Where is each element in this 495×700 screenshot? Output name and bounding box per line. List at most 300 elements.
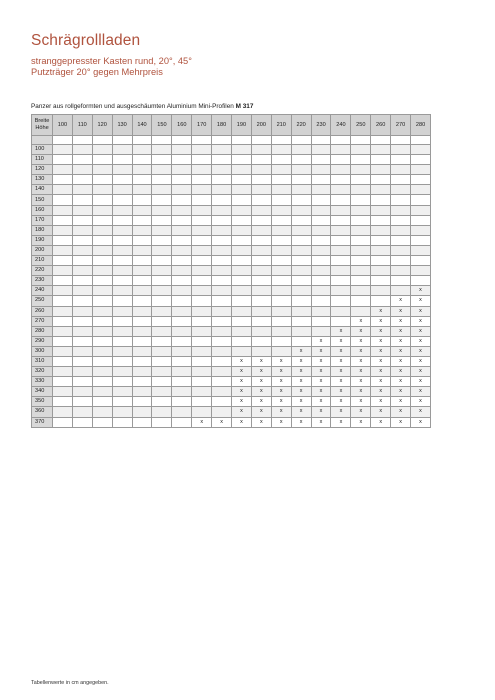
table-cell bbox=[371, 155, 391, 165]
table-cell bbox=[92, 185, 112, 195]
table-cell bbox=[53, 245, 73, 255]
table-cell bbox=[192, 296, 212, 306]
table-cell bbox=[192, 205, 212, 215]
table-cell: x bbox=[411, 377, 431, 387]
table-cell bbox=[53, 377, 73, 387]
table-cell bbox=[271, 266, 291, 276]
table-cell bbox=[72, 266, 92, 276]
table-cell bbox=[212, 346, 232, 356]
table-cell: x bbox=[391, 397, 411, 407]
table-cell bbox=[172, 296, 192, 306]
table-cell bbox=[271, 145, 291, 155]
spacer-cell bbox=[251, 136, 271, 145]
table-cell bbox=[212, 266, 232, 276]
table-cell bbox=[53, 276, 73, 286]
table-cell bbox=[331, 316, 351, 326]
table-cell bbox=[72, 175, 92, 185]
table-cell bbox=[351, 306, 371, 316]
table-cell bbox=[172, 387, 192, 397]
table-cell bbox=[251, 296, 271, 306]
table-cell bbox=[291, 165, 311, 175]
table-cell bbox=[251, 185, 271, 195]
table-cell bbox=[53, 185, 73, 195]
table-cell bbox=[391, 145, 411, 155]
row-height-label: 270 bbox=[32, 316, 53, 326]
table-cell bbox=[311, 195, 331, 205]
table-cell bbox=[371, 205, 391, 215]
table-cell bbox=[212, 256, 232, 266]
table-cell bbox=[172, 266, 192, 276]
table-cell bbox=[232, 316, 252, 326]
column-header: 100 bbox=[53, 115, 73, 136]
table-cell bbox=[92, 165, 112, 175]
table-cell: x bbox=[331, 346, 351, 356]
table-cell bbox=[132, 145, 152, 155]
table-cell bbox=[172, 377, 192, 387]
table-cell bbox=[92, 397, 112, 407]
table-cell bbox=[53, 306, 73, 316]
table-cell bbox=[112, 326, 132, 336]
table-cell bbox=[192, 175, 212, 185]
table-cell bbox=[192, 346, 212, 356]
table-cell bbox=[251, 316, 271, 326]
table-cell bbox=[311, 235, 331, 245]
table-cell bbox=[291, 215, 311, 225]
table-cell: x bbox=[391, 316, 411, 326]
table-cell bbox=[53, 417, 73, 427]
table-cell bbox=[291, 336, 311, 346]
table-cell bbox=[391, 266, 411, 276]
table-cell bbox=[192, 326, 212, 336]
table-cell bbox=[391, 276, 411, 286]
table-cell bbox=[192, 407, 212, 417]
table-cell bbox=[331, 185, 351, 195]
table-cell bbox=[232, 205, 252, 215]
table-row bbox=[32, 195, 431, 205]
table-cell bbox=[212, 286, 232, 296]
table-cell bbox=[391, 286, 411, 296]
table-cell bbox=[311, 286, 331, 296]
row-height-label: 370 bbox=[32, 417, 53, 427]
table-cell bbox=[152, 417, 172, 427]
corner-header bbox=[32, 115, 53, 136]
table-cell bbox=[371, 245, 391, 255]
table-cell: x bbox=[411, 316, 431, 326]
table-cell bbox=[251, 276, 271, 286]
table-cell bbox=[132, 155, 152, 165]
table-cell bbox=[371, 185, 391, 195]
table-cell bbox=[291, 316, 311, 326]
table-cell bbox=[92, 296, 112, 306]
table-cell: x bbox=[291, 397, 311, 407]
table-cell bbox=[92, 286, 112, 296]
table-cell bbox=[371, 175, 391, 185]
table-cell bbox=[172, 306, 192, 316]
table-cell bbox=[411, 215, 431, 225]
table-cell bbox=[271, 346, 291, 356]
table-cell bbox=[331, 195, 351, 205]
table-cell: x bbox=[311, 377, 331, 387]
spacer-cell bbox=[371, 136, 391, 145]
table-cell bbox=[311, 245, 331, 255]
table-cell bbox=[411, 225, 431, 235]
table-cell bbox=[251, 326, 271, 336]
table-cell bbox=[53, 326, 73, 336]
row-height-label: 340 bbox=[32, 387, 53, 397]
row-height-label: 320 bbox=[32, 367, 53, 377]
table-cell bbox=[251, 195, 271, 205]
spacer-cell bbox=[32, 136, 53, 145]
table-cell bbox=[152, 155, 172, 165]
spacer-cell bbox=[192, 136, 212, 145]
table-cell: x bbox=[411, 397, 431, 407]
table-cell bbox=[311, 185, 331, 195]
table-cell bbox=[391, 225, 411, 235]
table-cell bbox=[212, 397, 232, 407]
table-cell: x bbox=[271, 377, 291, 387]
table-cell bbox=[411, 165, 431, 175]
table-cell bbox=[72, 195, 92, 205]
table-cell bbox=[212, 215, 232, 225]
table-cell bbox=[411, 155, 431, 165]
table-cell bbox=[391, 205, 411, 215]
table-cell bbox=[53, 356, 73, 366]
table-cell bbox=[192, 155, 212, 165]
table-cell bbox=[232, 155, 252, 165]
column-header: 190 bbox=[232, 115, 252, 136]
table-cell bbox=[291, 205, 311, 215]
table-cell bbox=[172, 417, 192, 427]
table-cell: x bbox=[331, 326, 351, 336]
table-cell: x bbox=[391, 377, 411, 387]
table-cell bbox=[172, 245, 192, 255]
table-cell bbox=[371, 296, 391, 306]
table-cell bbox=[92, 276, 112, 286]
table-cell: x bbox=[351, 417, 371, 427]
table-cell bbox=[72, 145, 92, 155]
table-cell bbox=[172, 205, 192, 215]
table-cell bbox=[411, 195, 431, 205]
table-cell bbox=[72, 417, 92, 427]
table-cell bbox=[311, 165, 331, 175]
table-cell bbox=[391, 165, 411, 175]
table-cell bbox=[212, 235, 232, 245]
table-cell bbox=[132, 316, 152, 326]
table-cell bbox=[152, 215, 172, 225]
table-cell bbox=[72, 306, 92, 316]
table-cell bbox=[132, 367, 152, 377]
table-cell bbox=[112, 195, 132, 205]
table-cell bbox=[72, 155, 92, 165]
table-cell bbox=[311, 215, 331, 225]
table-cell bbox=[152, 286, 172, 296]
spacer-cell bbox=[291, 136, 311, 145]
table-cell bbox=[192, 356, 212, 366]
table-cell bbox=[251, 256, 271, 266]
table-cell bbox=[172, 165, 192, 175]
table-cell bbox=[232, 276, 252, 286]
table-cell bbox=[152, 195, 172, 205]
table-row bbox=[32, 155, 431, 165]
table-cell bbox=[92, 215, 112, 225]
caption-profile: M 317 bbox=[235, 103, 254, 110]
table-cell bbox=[92, 175, 112, 185]
table-cell bbox=[112, 377, 132, 387]
table-cell: x bbox=[371, 367, 391, 377]
table-cell bbox=[212, 225, 232, 235]
table-cell bbox=[232, 185, 252, 195]
table-cell bbox=[371, 276, 391, 286]
size-table bbox=[31, 114, 431, 428]
table-cell bbox=[72, 256, 92, 266]
table-cell bbox=[271, 296, 291, 306]
table-cell bbox=[92, 407, 112, 417]
table-cell bbox=[351, 165, 371, 175]
table-cell bbox=[251, 215, 271, 225]
table-cell bbox=[152, 165, 172, 175]
table-cell bbox=[371, 165, 391, 175]
column-header: 180 bbox=[212, 115, 232, 136]
table-cell bbox=[192, 195, 212, 205]
table-cell bbox=[391, 256, 411, 266]
table-cell bbox=[192, 286, 212, 296]
table-cell bbox=[172, 286, 192, 296]
column-header: 200 bbox=[251, 115, 271, 136]
table-cell bbox=[192, 387, 212, 397]
table-cell bbox=[371, 256, 391, 266]
table-cell bbox=[291, 256, 311, 266]
table-cell bbox=[371, 225, 391, 235]
table-cell bbox=[72, 276, 92, 286]
table-cell bbox=[311, 306, 331, 316]
table-cell bbox=[371, 286, 391, 296]
table-cell bbox=[291, 245, 311, 255]
table-cell bbox=[132, 165, 152, 175]
table-cell bbox=[192, 367, 212, 377]
table-cell: x bbox=[331, 407, 351, 417]
table-cell bbox=[311, 266, 331, 276]
table-cell bbox=[351, 266, 371, 276]
table-cell bbox=[232, 145, 252, 155]
table-cell: x bbox=[311, 387, 331, 397]
table-cell: x bbox=[411, 326, 431, 336]
table-cell bbox=[232, 346, 252, 356]
table-cell bbox=[172, 225, 192, 235]
table-cell bbox=[212, 387, 232, 397]
table-cell bbox=[411, 185, 431, 195]
table-cell bbox=[92, 387, 112, 397]
table-cell bbox=[371, 266, 391, 276]
table-cell bbox=[172, 195, 192, 205]
table-cell bbox=[53, 367, 73, 377]
table-cell: x bbox=[371, 326, 391, 336]
table-cell: x bbox=[351, 377, 371, 387]
spacer-cell bbox=[331, 136, 351, 145]
table-row bbox=[32, 276, 431, 286]
spacer-cell bbox=[53, 136, 73, 145]
row-height-label: 250 bbox=[32, 296, 53, 306]
table-cell: x bbox=[351, 397, 371, 407]
table-cell bbox=[371, 235, 391, 245]
table-cell bbox=[172, 356, 192, 366]
table-cell bbox=[232, 235, 252, 245]
table-cell: x bbox=[212, 417, 232, 427]
table-cell bbox=[112, 225, 132, 235]
table-cell bbox=[92, 326, 112, 336]
row-height-label: 360 bbox=[32, 407, 53, 417]
spacer-cell bbox=[271, 136, 291, 145]
table-cell: x bbox=[351, 336, 371, 346]
table-cell bbox=[212, 306, 232, 316]
table-cell: x bbox=[251, 387, 271, 397]
table-cell bbox=[291, 225, 311, 235]
column-header: 230 bbox=[311, 115, 331, 136]
table-cell bbox=[192, 397, 212, 407]
table-cell bbox=[232, 165, 252, 175]
table-cell bbox=[192, 316, 212, 326]
table-cell bbox=[152, 387, 172, 397]
table-cell bbox=[152, 175, 172, 185]
spacer-cell bbox=[172, 136, 192, 145]
table-cell bbox=[351, 215, 371, 225]
table-cell bbox=[411, 205, 431, 215]
table-cell bbox=[152, 316, 172, 326]
table-cell bbox=[72, 286, 92, 296]
table-cell bbox=[291, 306, 311, 316]
table-cell bbox=[172, 336, 192, 346]
table-cell bbox=[232, 326, 252, 336]
table-cell: x bbox=[391, 356, 411, 366]
table-cell: x bbox=[331, 397, 351, 407]
table-cell: x bbox=[371, 306, 391, 316]
table-cell: x bbox=[271, 387, 291, 397]
table-cell bbox=[72, 316, 92, 326]
table-cell bbox=[232, 256, 252, 266]
row-height-label: 140 bbox=[32, 185, 53, 195]
table-cell bbox=[351, 235, 371, 245]
table-cell bbox=[331, 235, 351, 245]
table-cell: x bbox=[411, 346, 431, 356]
table-cell bbox=[132, 306, 152, 316]
table-cell bbox=[53, 387, 73, 397]
table-cell bbox=[112, 256, 132, 266]
table-cell bbox=[132, 245, 152, 255]
table-cell bbox=[112, 316, 132, 326]
table-cell bbox=[271, 165, 291, 175]
table-row bbox=[32, 326, 431, 336]
row-height-label: 130 bbox=[32, 175, 53, 185]
table-cell bbox=[112, 276, 132, 286]
table-cell bbox=[351, 286, 371, 296]
table-cell bbox=[132, 326, 152, 336]
table-cell bbox=[152, 266, 172, 276]
table-row bbox=[32, 346, 431, 356]
row-height-label: 220 bbox=[32, 266, 53, 276]
table-cell bbox=[92, 225, 112, 235]
row-height-label: 120 bbox=[32, 165, 53, 175]
table-cell bbox=[271, 326, 291, 336]
table-cell bbox=[152, 407, 172, 417]
table-cell bbox=[212, 336, 232, 346]
table-cell bbox=[92, 155, 112, 165]
table-cell: x bbox=[251, 397, 271, 407]
spacer-row bbox=[32, 136, 431, 145]
table-cell: x bbox=[291, 407, 311, 417]
table-cell bbox=[72, 397, 92, 407]
table-cell: x bbox=[391, 387, 411, 397]
table-cell bbox=[132, 356, 152, 366]
table-cell bbox=[132, 407, 152, 417]
table-cell bbox=[331, 165, 351, 175]
table-cell bbox=[251, 306, 271, 316]
table-cell bbox=[172, 256, 192, 266]
table-cell: x bbox=[371, 377, 391, 387]
table-cell bbox=[411, 256, 431, 266]
table-cell bbox=[411, 266, 431, 276]
spacer-cell bbox=[232, 136, 252, 145]
table-cell: x bbox=[351, 407, 371, 417]
table-cell bbox=[132, 235, 152, 245]
table-row bbox=[32, 256, 431, 266]
column-header: 170 bbox=[192, 115, 212, 136]
table-cell: x bbox=[311, 417, 331, 427]
table-cell bbox=[72, 245, 92, 255]
table-cell bbox=[53, 175, 73, 185]
table-cell bbox=[212, 155, 232, 165]
table-cell bbox=[232, 245, 252, 255]
table-cell bbox=[212, 276, 232, 286]
column-header: 260 bbox=[371, 115, 391, 136]
table-cell bbox=[271, 215, 291, 225]
table-cell bbox=[212, 245, 232, 255]
table-cell bbox=[311, 276, 331, 286]
table-cell bbox=[72, 377, 92, 387]
table-cell bbox=[152, 377, 172, 387]
table-cell bbox=[112, 215, 132, 225]
table-cell: x bbox=[232, 356, 252, 366]
table-cell bbox=[172, 215, 192, 225]
table-cell bbox=[411, 175, 431, 185]
table-cell bbox=[72, 367, 92, 377]
table-cell bbox=[92, 245, 112, 255]
table-cell: x bbox=[331, 336, 351, 346]
table-cell bbox=[132, 296, 152, 306]
table-cell bbox=[72, 205, 92, 215]
table-cell bbox=[53, 155, 73, 165]
table-cell bbox=[271, 235, 291, 245]
table-cell bbox=[112, 346, 132, 356]
table-cell bbox=[53, 336, 73, 346]
table-cell bbox=[92, 256, 112, 266]
table-cell bbox=[92, 266, 112, 276]
table-cell bbox=[351, 145, 371, 155]
table-cell bbox=[271, 286, 291, 296]
corner-height-label: Höhe bbox=[35, 125, 49, 131]
table-cell: x bbox=[351, 367, 371, 377]
table-cell bbox=[391, 195, 411, 205]
table-cell bbox=[72, 387, 92, 397]
table-cell bbox=[132, 185, 152, 195]
table-cell bbox=[291, 155, 311, 165]
table-cell bbox=[212, 326, 232, 336]
table-cell bbox=[92, 367, 112, 377]
table-cell bbox=[172, 407, 192, 417]
table-cell bbox=[152, 225, 172, 235]
table-cell bbox=[212, 195, 232, 205]
table-cell bbox=[271, 256, 291, 266]
table-cell: x bbox=[271, 397, 291, 407]
column-header: 120 bbox=[92, 115, 112, 136]
